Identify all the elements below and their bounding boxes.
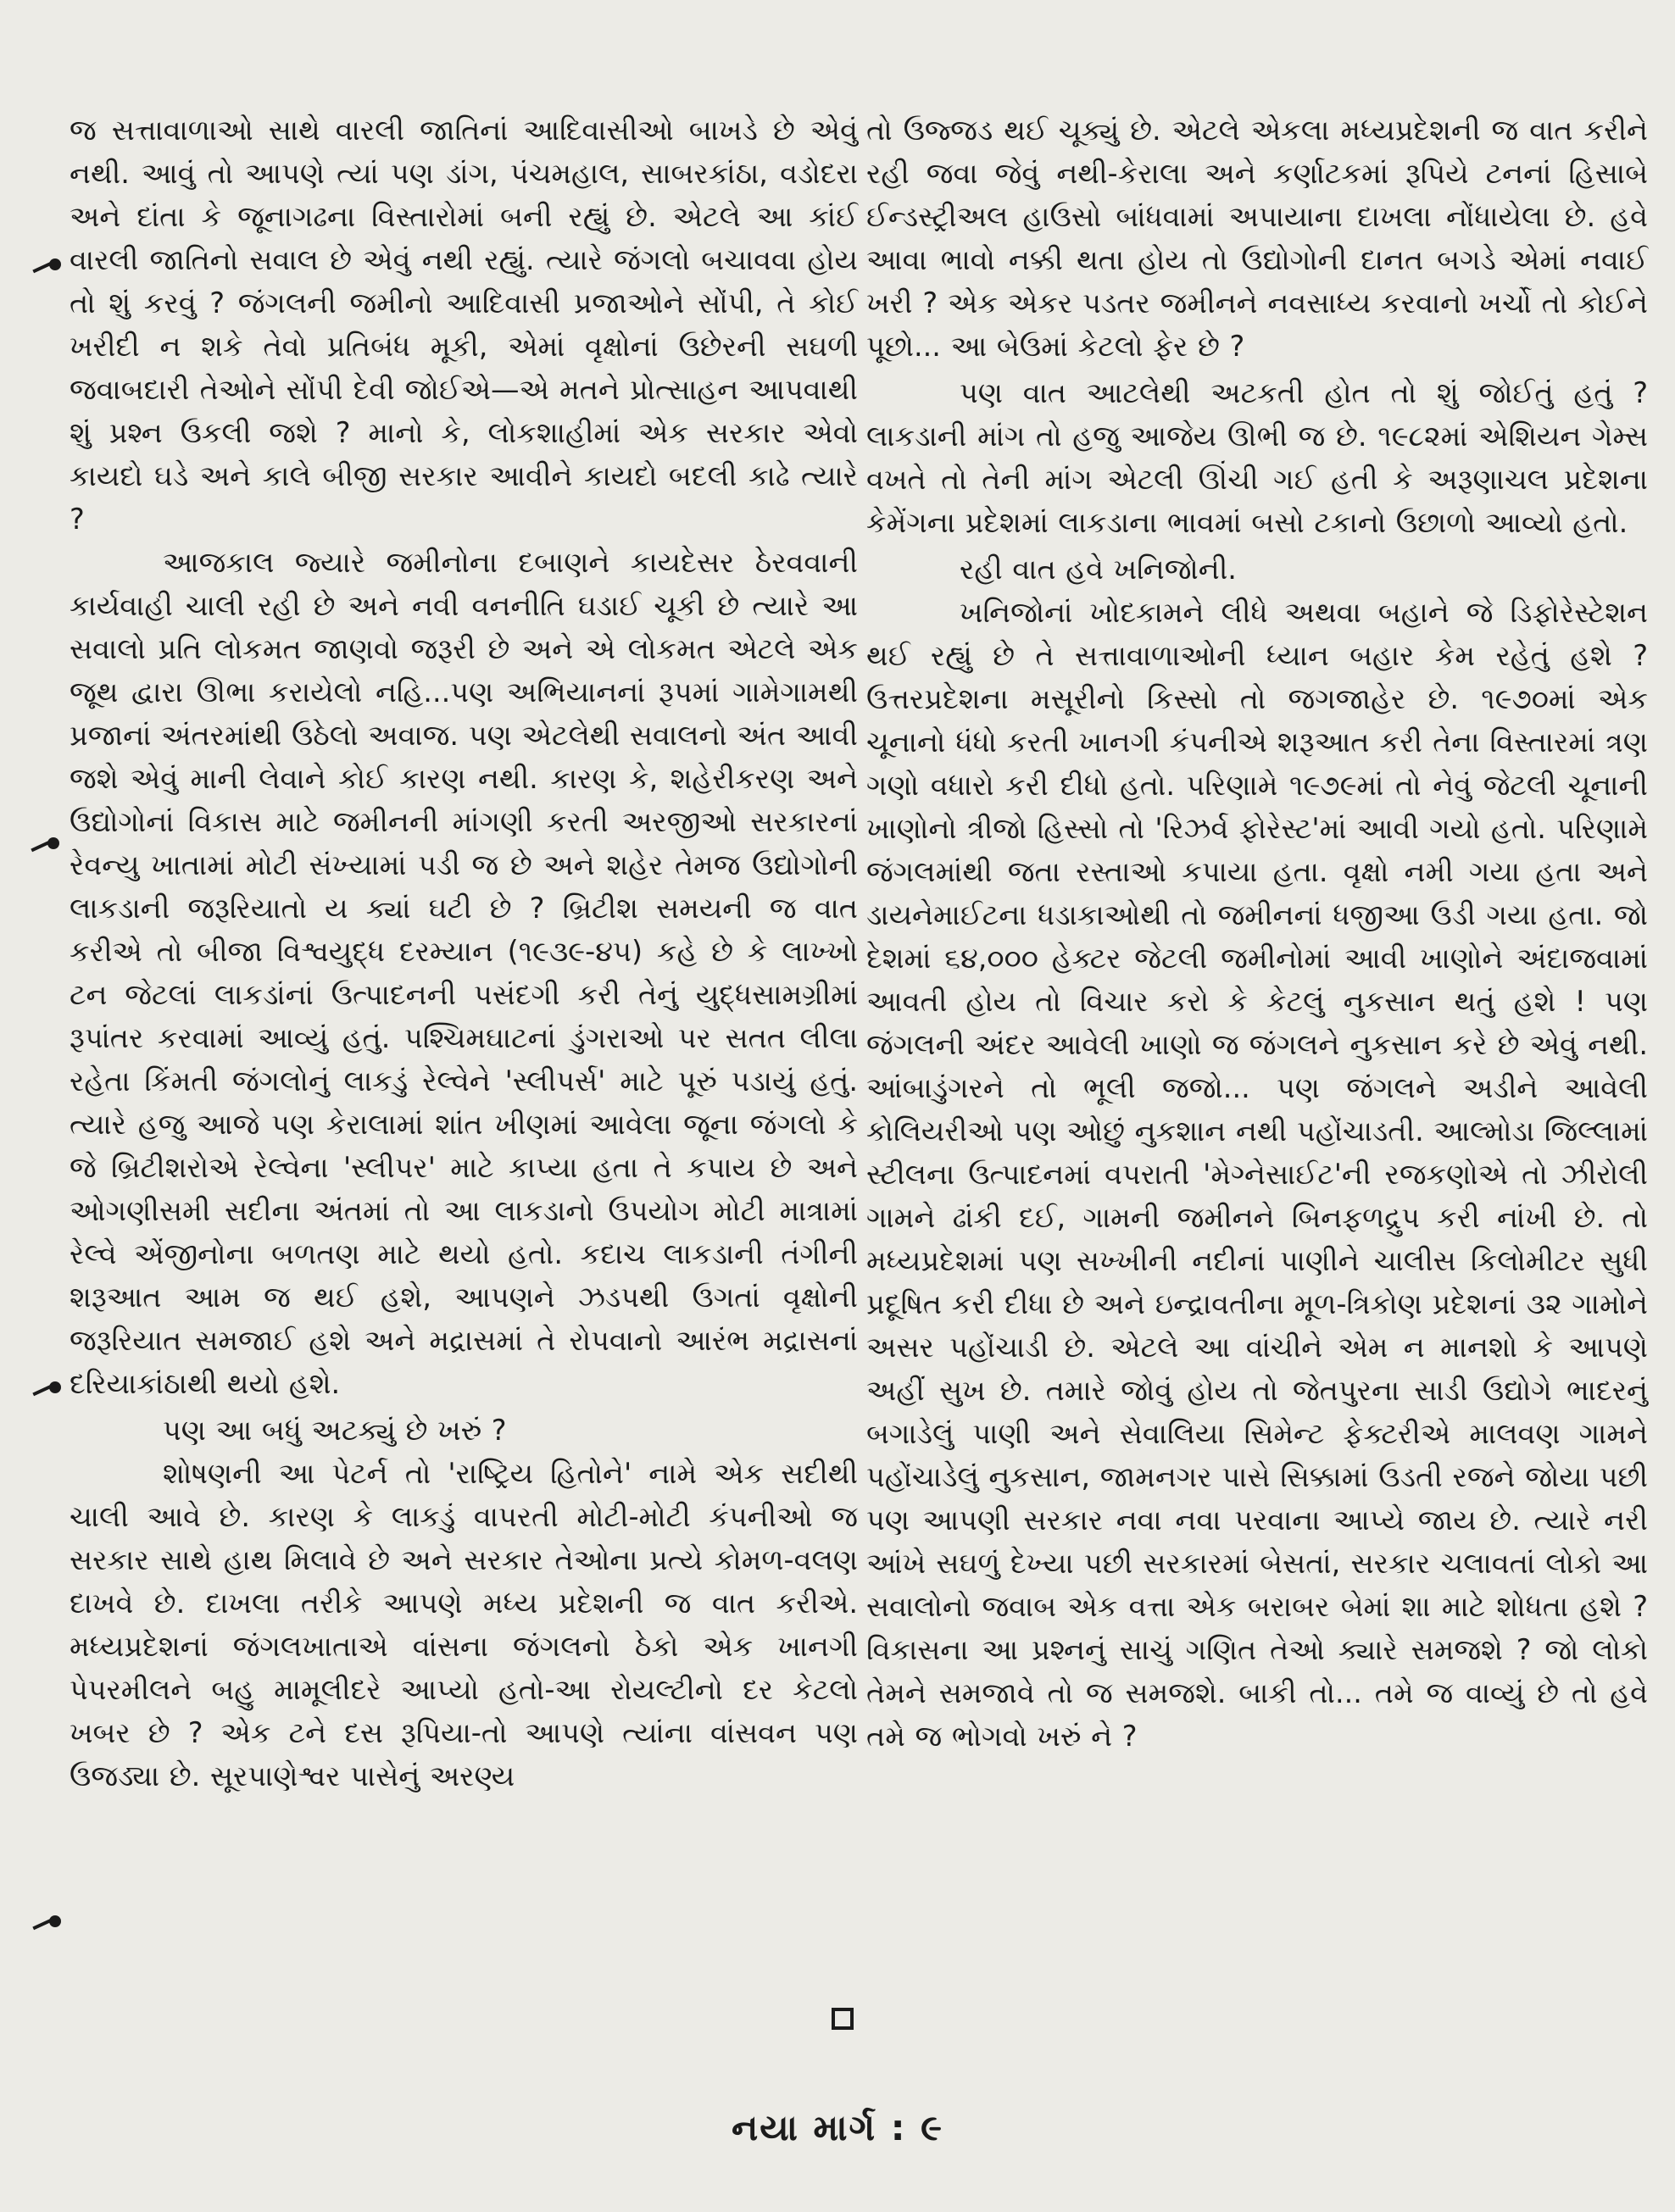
paragraph: શોષણની આ પેટર્ન તો 'રાષ્ટ્રિય હિતોને' નામે એક સદીથી ચાલી આવે છે. કારણ કે લાકડું વાપરતી મોટી-મોટી કંપનીઓ જ સરકાર સાથે હાથ મિલાવે છે અને સરકાર તેઓના પ્રત્યે કોમળ-વલણ દાખવે છે. દાખલા તરીકે આપણે મધ્ય પ્રદેશની જ વાત કરીએ. મધ્યપ્રદેશનાં જંગલખાતાએ વાંસના જંગલનો ઠેકો એક ખાનગી પેપરમીલને બહુ મામૂલીદરે આપ્યો હતો-આ રોયલ્ટીનો દર કેટલો ખબર છે ? એક ટને દસ રૂપિયા-તો આપણે ત્યાંના વાંસવન પણ ઉજડ્યા છે. સૂરપાણેશ્વર પાસેનું અરણ્ય <box>70 1457 858 1792</box>
ink-mark <box>49 1381 61 1393</box>
paragraph: ખનિજોનાં ખોદકામને લીધે અથવા બહાને જે ડિફોરેસ્ટેશન થઈ રહ્યું છે તે સત્તાવાળાઓની ધ્યાન બહાર કેમ રહેતું હશે ? ઉત્તરપ્રદેશના મસૂરીનો કિસ્સો તો જગજાહેર છે. ૧૯૭૦માં એક ચૂનાનો ધંધો કરતી ખાનગી કંપનીએ શરૂઆત કરી તેના વિસ્તારમાં ત્રણ ગણો વધારો કરી દીધો હતો. પરિણામે ૧૯૭૯માં તો નેવું જેટલી ચૂનાની ખાણોનો ત્રીજો હિસ્સો તો 'રિઝર્વ ફોરેસ્ટ'માં આવી ગયો હતો. પરિણામે જંગલમાંથી જતા રસ્તાઓ કપાયા હતા. વૃક્ષો નમી ગયા હતા અને ડાયનેમાઈટના ધડાકાઓથી તો જમીનનાં ધજીઆ ઉડી ગયા હતા. જો દેશમાં ૬૪,૦૦૦ હેક્ટર જેટલી જમીનોમાં આવી ખાણોને અંદાજવામાં આવતી હોય તો વિચાર કરો કે કેટલું નુકસાન થતું હશે ! પણ જંગલની અંદર આવેલી ખાણો જ જંગલને નુકસાન કરે છે એવું નથી. આંબાડુંગરને તો ભૂલી જજો... પણ જંગલને અડીને આવેલી કોલિયરીઓ પણ ઓછું નુકશાન નથી પહોંચાડતી. આલ્મોડા જિલ્લામાં સ્ટીલના ઉત્પાદનમાં વપરાતી 'મેગ્નેસાઈટ'ની રજકણોએ તો ઝીરોલી ગામને ઢાંકી દઈ, ગામની જમીનને બિનફળદ્રુપ કરી નાંખી છે. તો મધ્યપ્રદેશમાં પણ સખ્ખીની નદીનાં પાણીને ચાલીસ કિલોમીટર સુધી પ્રદૂષિત કરી દીધા છે અને ઇન્દ્રાવતીના મૂળ-ત્રિકોણ પ્રદેશનાં ૩૨ ગામોને અસર પહોંચાડી છે. એટલે આ વાંચીને એમ ન માનશો કે આપણે અહીં સુખ છે. તમારે જોવું હોય તો જેતપુરના સાડી ઉદ્યોગે ભાદરનું બગાડેલું પાણી અને સેવાલિયા સિમેન્ટ ફેક્ટરીએ માલવણ ગામને પહોંચાડેલું નુકસાન, જામનગર પાસે સિક્કામાં ઉડતી રજને જોયા પછી પણ આપણી સરકાર નવા નવા પરવાના આપ્યે જાય છે. ત્યારે નરી આંખે સઘળું દેખ્યા પછી સરકારમાં બેસતાં, સરકાર ચલાવતાં લોકો આ સવાલોનો જવાબ એક વત્તા એક બરાબર બેમાં શા માટે શોધતા હશે ? વિકાસના આ પ્રશ્નનું સાચું ગણિત તેઓ ક્યારે સમજશે ? જો લોકો તેમને સમજાવે તો જ સમજશે. બાકી તો... તમે જ વાવ્યું છે તો હવે તમે જ ભોગવો ખરું ને ? <box>866 596 1648 1753</box>
ink-mark <box>47 837 59 849</box>
paragraph: જ સત્તાવાળાઓ સાથે વારલી જાતિનાં આદિવાસીઓ બાખડે છે એવું નથી. આવું તો આપણે ત્યાં પણ ડાંગ, પંચમહાલ, સાબરકાંઠા, વડોદરા અને દાંતા કે જૂનાગઢના વિસ્તારોમાં બની રહ્યું છે. એટલે આ કાંઈ વારલી જાતિનો સવાલ છે એવું નથી રહ્યું. ત્યારે જંગલો બચાવવા હોય તો શું કરવું ? જંગલની જમીનો આદિવાસી પ્રજાઓને સોંપી, તે કોઈ ખરીદી ન શકે તેવો પ્રતિબંધ મૂકી, એમાં વૃક્ષોનાં ઉછેરની સઘળી જવાબદારી તેઓને સોંપી દેવી જોઈએ—એ મતને પ્રોત્સાહન આપવાથી શું પ્રશ્ન ઉકલી જશે ? માનો કે, લોકશાહીમાં એક સરકાર એવો કાયદો ઘડે અને કાલે બીજી સરકાર આવીને કાયદો બદલી કાઢે ત્યારે ? <box>70 114 858 536</box>
paragraph: રહી વાત હવે ખનિજોની. <box>960 553 1237 586</box>
paragraph: પણ વાત આટલેથી અટકતી હોત તો શું જોઈતું હતું ? લાકડાની માંગ તો હજુ આજેય ઊભી જ છે. ૧૯૮૨માં એશિયન ગેમ્સ વખતે તો તેની માંગ એટલી ઊંચી ગઈ હતી કે અરૂણાચલ પ્રદેશના કેમેંગના પ્રદેશમાં લાકડાના ભાવમાં બસો ટકાનો ઉછાળો આવ્યો હતો. <box>866 376 1648 539</box>
ink-mark <box>49 1915 61 1927</box>
paragraph: તો ઉજ્જડ થઈ ચૂક્યું છે. એટલે એકલા મધ્યપ્રદેશની જ વાત કરીને રહી જવા જેવું નથી-કેરાલા અને કર્ણાટકમાં રૂપિયે ટનનાં હિસાબે ઈન્ડસ્ટ્રીઅલ હાઉસો બાંધવામાં અપાયાના દાખલા નોંધાયેલા છે. હવે આવા ભાવો નક્કી થતા હોય તો ઉદ્યોગોની દાનત બગડે એમાં નવાઈ ખરી ? એક એકર પડતર જમીનને નવસાધ્ય કરવાનો ખર્ચો તો કોઈને પૂછો... આ બેઉમાં કેટલો ફેર છે ? <box>866 114 1648 363</box>
page-footer: નયા માર્ગ : ૯ <box>731 2107 944 2148</box>
ink-mark <box>49 258 61 270</box>
paragraph: આજકાલ જ્યારે જમીનોના દબાણને કાયદેસર ઠેરવવાની કાર્યવાહી ચાલી રહી છે અને નવી વનનીતિ ઘડાઈ ચૂકી છે ત્યારે આ સવાલો પ્રતિ લોકમત જાણવો જરૂરી છે અને એ લોકમત એટલે એક જૂથ દ્વારા ઊભા કરાયેલો નહિ...પણ અભિયાનનાં રૂપમાં ગામેગામથી પ્રજાનાં અંતરમાંથી ઉઠેલો અવાજ. પણ એટલેથી સવાલનો અંત આવી જશે એવું માની લેવાને કોઈ કારણ નથી. કારણ કે, શહેરીકરણ અને ઉદ્યોગોનાં વિકાસ માટે જમીનની માંગણી કરતી અરજીઓ સરકારનાં રેવન્યુ ખાતામાં મોટી સંખ્યામાં પડી જ છે અને શહેર તેમજ ઉદ્યોગોની લાકડાની જરૂરિયાતો ય ક્યાં ઘટી છે ? બ્રિટીશ સમયની જ વાત કરીએ તો બીજા વિશ્વયુદ્ધ દરમ્યાન (૧૯૩૯-૪૫) કહે છે કે લાખ્ખો ટન જેટલાં લાકડાંનાં ઉત્પાદનની પસંદગી કરી તેનું યુદ્ધસામગ્રીમાં રૂપાંતર કરવામાં આવ્યું હતું. પશ્ચિમઘાટનાં ડુંગરાઓ પર સતત લીલા રહેતા કિંમતી જંગલોનું લાકડું રેલ્વેને 'સ્લીપર્સ' માટે પૂરું પડાયું હતું. ત્યારે હજુ આજે પણ કેરાલામાં શાંત ખીણમાં આવેલા જૂના જંગલો કે જે બ્રિટીશરોએ રેલ્વેના 'સ્લીપર' માટે કાપ્યા હતા તે કપાય છે અને ઓગણીસમી સદીના અંતમાં તો આ લાકડાનો ઉપયોગ મોટી માત્રામાં રેલ્વે એંજીનોના બળતણ માટે થયો હતો. કદાચ લાકડાની તંગીની શરૂઆત આમ જ થઈ હશે, આપણને ઝડપથી ઉગતાં વૃક્ષોની જરૂરિયાત સમજાઈ હશે અને મદ્રાસમાં તે રોપવાનો આરંભ મદ્રાસનાં દરિયાકાંઠાથી થયો હશે. <box>70 546 858 1400</box>
right-column <box>866 108 1648 1758</box>
left-column <box>70 108 858 1798</box>
end-of-article-square <box>832 2008 854 2030</box>
paragraph: પણ આ બધું અટક્યું છે ખરું ? <box>163 1414 507 1447</box>
